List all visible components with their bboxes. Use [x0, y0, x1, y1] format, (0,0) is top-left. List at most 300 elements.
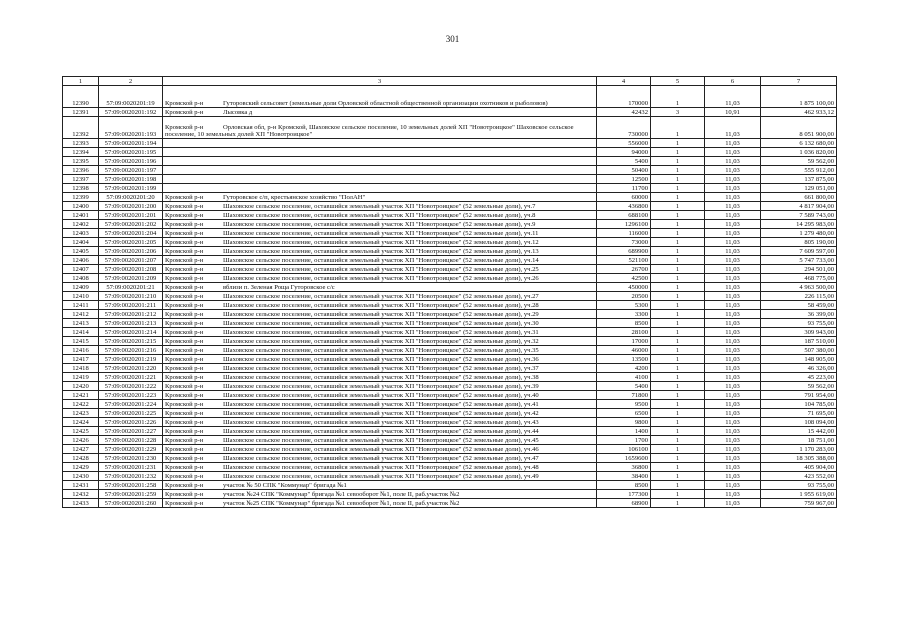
count-cell: 1: [651, 427, 705, 436]
area-cell: 28100: [597, 328, 651, 337]
area-cell: 60000: [597, 193, 651, 202]
area-cell: 13500: [597, 355, 651, 364]
value-cell: 187 510,00: [761, 337, 837, 346]
rate-cell: 11,03: [705, 418, 761, 427]
location-description: Шаховское сельское поселение, оставшийся земельный участок ХП "Новотроицкое" (52 земельные доли), уч.7: [223, 203, 536, 210]
row-number-cell: 12418: [63, 364, 99, 373]
value-cell: 791 954,00: [761, 391, 837, 400]
rate-cell: 11,03: [705, 175, 761, 184]
cadastral-number-cell: 57:09:0020201:260: [99, 499, 163, 508]
table-row: [63, 184, 837, 193]
district-label: Кромской р-н: [165, 401, 204, 408]
area-cell: 46000: [597, 346, 651, 355]
cadastral-number-cell: 57:09:0020201:202: [99, 220, 163, 229]
location-cell: [163, 256, 597, 265]
table-row: [63, 427, 837, 436]
area-cell: 689900: [597, 247, 651, 256]
table-row: [63, 292, 837, 301]
area-cell: 1400: [597, 427, 651, 436]
location-description: Шаховское сельское поселение, оставшийся земельный участок ХП "Новотроицкое" (52 земельные доли), уч.38: [223, 374, 539, 381]
row-number-cell: 12415: [63, 337, 99, 346]
count-cell: 1: [651, 148, 705, 157]
row-number-cell: 12401: [63, 211, 99, 220]
row-number-cell: 12428: [63, 454, 99, 463]
location-description: Шаховское сельское поселение, оставшийся земельный участок ХП "Новотроицкое" (52 земельные доли), уч.45: [223, 437, 539, 444]
rate-cell: 11,03: [705, 86, 761, 108]
district-label: Кромской р-н: [165, 365, 204, 372]
cadastral-number-cell: 57:09:0020201:194: [99, 139, 163, 148]
district-label: Кромской р-н: [165, 473, 204, 480]
district-label: Кромской р-н: [165, 338, 204, 345]
value-cell: 6 132 680,00: [761, 139, 837, 148]
value-cell: 4 963 500,00: [761, 283, 837, 292]
location-description: Гуторовский сельсовет (земельные доли Орловской областной общественной организации охотников и рыболовов): [223, 100, 548, 107]
location-description: Шаховское сельское поселение, оставшийся земельный участок ХП "Новотроицкое" (52 земельные доли), уч.42: [223, 410, 539, 417]
location-description: Шаховское сельское поселение, оставшийся земельный участок ХП "Новотроицкое" (52 земельные доли), уч.43: [223, 419, 539, 426]
value-cell: 36 399,00: [761, 310, 837, 319]
area-cell: 106100: [597, 445, 651, 454]
location-cell: [163, 445, 597, 454]
rate-cell: 11,03: [705, 409, 761, 418]
location-cell: [163, 490, 597, 499]
rate-cell: 11,03: [705, 301, 761, 310]
cadastral-number-cell: 57:09:0020201:20: [99, 193, 163, 202]
count-cell: 1: [651, 283, 705, 292]
location-cell: [163, 337, 597, 346]
row-number-cell: 12421: [63, 391, 99, 400]
rate-cell: 11,03: [705, 490, 761, 499]
rate-cell: 11,03: [705, 310, 761, 319]
table-row: [63, 490, 837, 499]
count-cell: 1: [651, 364, 705, 373]
value-cell: 405 904,00: [761, 463, 837, 472]
location-cell: [163, 283, 597, 292]
district-label: Кромской р-н: [165, 203, 204, 210]
count-cell: 1: [651, 418, 705, 427]
area-cell: 436800: [597, 202, 651, 211]
count-cell: 1: [651, 373, 705, 382]
cadastral-number-cell: 57:09:0020201:225: [99, 409, 163, 418]
district-label: Кромской р-н: [165, 230, 204, 237]
table-row: [63, 117, 837, 139]
rate-cell: 11,03: [705, 445, 761, 454]
cadastral-number-cell: 57:09:0020201:221: [99, 373, 163, 382]
location-cell: [163, 319, 597, 328]
location-cell: [163, 166, 597, 175]
area-cell: 1659600: [597, 454, 651, 463]
row-number-cell: 12420: [63, 382, 99, 391]
rate-cell: 11,03: [705, 319, 761, 328]
area-cell: 26700: [597, 265, 651, 274]
cadastral-number-cell: 57:09:0020201:196: [99, 157, 163, 166]
cadastral-number-cell: 57:09:0020201:200: [99, 202, 163, 211]
column-header: 2: [99, 77, 163, 86]
location-cell: [163, 391, 597, 400]
rate-cell: 11,03: [705, 346, 761, 355]
location-description: Шаховское сельское поселение, оставшийся земельный участок ХП "Новотроицкое" (52 земельные доли), уч.12: [223, 239, 539, 246]
area-cell: 11700: [597, 184, 651, 193]
rate-cell: 11,03: [705, 481, 761, 490]
count-cell: 1: [651, 184, 705, 193]
district-label: Кромской р-н: [165, 491, 204, 498]
count-cell: 1: [651, 301, 705, 310]
count-cell: 1: [651, 292, 705, 301]
location-cell: [163, 463, 597, 472]
rate-cell: 11,03: [705, 184, 761, 193]
rate-cell: 11,03: [705, 157, 761, 166]
row-number-cell: 12392: [63, 117, 99, 139]
rate-cell: 11,03: [705, 166, 761, 175]
cadastral-number-cell: 57:09:0020201:222: [99, 382, 163, 391]
rate-cell: 11,03: [705, 193, 761, 202]
rate-cell: 11,03: [705, 472, 761, 481]
cadastral-number-cell: 57:09:0020201:19: [99, 86, 163, 108]
cadastral-number-cell: 57:09:0020201:232: [99, 472, 163, 481]
location-description: Шаховское сельское поселение, оставшийся земельный участок ХП "Новотроицкое" (52 земельные доли), уч.26: [223, 275, 539, 282]
value-cell: 423 552,00: [761, 472, 837, 481]
location-cell: [163, 108, 597, 117]
location-cell: [163, 310, 597, 319]
rate-cell: 11,03: [705, 454, 761, 463]
row-number-cell: 12408: [63, 274, 99, 283]
cadastral-number-cell: 57:09:0020201:207: [99, 256, 163, 265]
location-description: участок №24 СПК "Коммунар" бригада №1 севооборот №1, поле II, раб.участок №2: [223, 491, 460, 498]
table-row: [63, 175, 837, 184]
location-description: Шаховское сельское поселение, оставшийся земельный участок ХП "Новотроицкое" (52 земельные доли), уч.25: [223, 266, 539, 273]
row-number-cell: 12398: [63, 184, 99, 193]
count-cell: 1: [651, 328, 705, 337]
count-cell: 1: [651, 193, 705, 202]
count-cell: 1: [651, 310, 705, 319]
area-cell: 5300: [597, 301, 651, 310]
area-cell: 1296100: [597, 220, 651, 229]
cadastral-number-cell: 57:09:0020201:208: [99, 265, 163, 274]
value-cell: 93 755,00: [761, 319, 837, 328]
rate-cell: 11,03: [705, 373, 761, 382]
table-row: [63, 391, 837, 400]
count-cell: 1: [651, 463, 705, 472]
count-cell: 1: [651, 166, 705, 175]
row-number-cell: 12400: [63, 202, 99, 211]
row-number-cell: 12419: [63, 373, 99, 382]
row-number-cell: 12395: [63, 157, 99, 166]
district-label: Кромской р-н: [165, 329, 204, 336]
value-cell: 14 295 983,00: [761, 220, 837, 229]
value-cell: 1 170 283,00: [761, 445, 837, 454]
area-cell: 450000: [597, 283, 651, 292]
rate-cell: 11,03: [705, 238, 761, 247]
district-label: Кромской р-н: [165, 100, 204, 107]
district-label: Кромской р-н: [165, 356, 204, 363]
value-cell: 1 955 619,00: [761, 490, 837, 499]
district-label: Кромской р-н: [165, 464, 204, 471]
cadastral-number-cell: 57:09:0020201:224: [99, 400, 163, 409]
district-label: Кромской р-н: [165, 419, 204, 426]
location-cell: [163, 175, 597, 184]
count-cell: 1: [651, 220, 705, 229]
count-cell: 1: [651, 319, 705, 328]
table-row: [63, 229, 837, 238]
column-header: 3: [163, 77, 597, 86]
cadastral-number-cell: 57:09:0020201:259: [99, 490, 163, 499]
location-description: Шаховское сельское поселение, оставшийся земельный участок ХП "Новотроицкое" (52 земельные доли), уч.14: [223, 257, 539, 264]
table-row: [63, 445, 837, 454]
row-number-cell: 12430: [63, 472, 99, 481]
table-row: [63, 108, 837, 117]
area-cell: 116000: [597, 229, 651, 238]
location-description: Орловская обл, р-н Кромской, Шаховское сельское поселение, 10 земельных долей ХП "Новотроицкое" Шаховское сельское поселение, 10 земельных долей ХП "Новотроицкое": [165, 124, 574, 138]
table-row: [63, 193, 837, 202]
count-cell: 1: [651, 445, 705, 454]
table-row: [63, 283, 837, 292]
count-cell: 1: [651, 238, 705, 247]
area-cell: 9500: [597, 400, 651, 409]
cadastral-number-cell: 57:09:0020201:192: [99, 108, 163, 117]
value-cell: 15 442,00: [761, 427, 837, 436]
count-cell: 1: [651, 202, 705, 211]
count-cell: 1: [651, 247, 705, 256]
table-row: [63, 364, 837, 373]
rate-cell: 10,91: [705, 108, 761, 117]
value-cell: 309 943,00: [761, 328, 837, 337]
table-header-row: [63, 77, 837, 86]
location-description: Шаховское сельское поселение, оставшийся земельный участок ХП "Новотроицкое" (52 земельные доли), уч.13: [223, 248, 539, 255]
area-cell: 68900: [597, 499, 651, 508]
district-label: Кромской р-н: [165, 302, 204, 309]
table-row: [63, 166, 837, 175]
location-description: Гуторовское с/п, крестьянское хозяйство "ПолАН": [223, 194, 366, 201]
page-number: 301: [445, 34, 460, 44]
area-cell: 5400: [597, 157, 651, 166]
location-cell: [163, 454, 597, 463]
cadastral-number-cell: 57:09:0020201:204: [99, 229, 163, 238]
value-cell: 93 755,00: [761, 481, 837, 490]
value-cell: 507 380,00: [761, 346, 837, 355]
cadastral-number-cell: 57:09:0020201:223: [99, 391, 163, 400]
value-cell: 46 326,00: [761, 364, 837, 373]
land-valuation-table: [62, 76, 837, 508]
count-cell: 1: [651, 391, 705, 400]
table-row: [63, 148, 837, 157]
row-number-cell: 12429: [63, 463, 99, 472]
count-cell: 1: [651, 157, 705, 166]
column-header: 5: [651, 77, 705, 86]
location-cell: [163, 184, 597, 193]
rate-cell: 11,03: [705, 292, 761, 301]
table-row: [63, 499, 837, 508]
row-number-cell: 12391: [63, 108, 99, 117]
location-cell: [163, 364, 597, 373]
area-cell: 3300: [597, 310, 651, 319]
table-row: [63, 274, 837, 283]
rate-cell: 11,03: [705, 220, 761, 229]
cadastral-number-cell: 57:09:0020201:198: [99, 175, 163, 184]
value-cell: 1 036 820,00: [761, 148, 837, 157]
count-cell: 1: [651, 400, 705, 409]
row-number-cell: 12416: [63, 346, 99, 355]
area-cell: 4100: [597, 373, 651, 382]
row-number-cell: 12431: [63, 481, 99, 490]
area-cell: 5400: [597, 382, 651, 391]
table-row: [63, 382, 837, 391]
district-label: Кромской р-н: [165, 455, 204, 462]
row-number-cell: 12432: [63, 490, 99, 499]
location-description: Шаховское сельское поселение, оставшийся земельный участок ХП "Новотроицкое" (52 земельные доли), уч.47: [223, 455, 539, 462]
location-cell: [163, 382, 597, 391]
rate-cell: 11,03: [705, 382, 761, 391]
row-number-cell: 12405: [63, 247, 99, 256]
district-label: Кромской р-н: [165, 293, 204, 300]
area-cell: 42432: [597, 108, 651, 117]
value-cell: 148 905,00: [761, 355, 837, 364]
table-row: [63, 400, 837, 409]
location-description: Шаховское сельское поселение, оставшийся земельный участок ХП "Новотроицкое" (52 земельные доли), уч.49: [223, 473, 539, 480]
cadastral-number-cell: 57:09:0020201:227: [99, 427, 163, 436]
rate-cell: 11,03: [705, 229, 761, 238]
area-cell: 42500: [597, 274, 651, 283]
cadastral-number-cell: 57:09:0020201:195: [99, 148, 163, 157]
location-description: участок № 50 СПК "Коммунар" бригада №1: [223, 482, 347, 489]
row-number-cell: 12423: [63, 409, 99, 418]
location-cell: [163, 274, 597, 283]
district-label: Кромской р-н: [165, 109, 204, 116]
location-description: Шаховское сельское поселение, оставшийся земельный участок ХП "Новотроицкое" (52 земельные доли), уч.28: [223, 302, 539, 309]
cadastral-number-cell: 57:09:0020201:226: [99, 418, 163, 427]
rate-cell: 11,03: [705, 211, 761, 220]
row-number-cell: 12403: [63, 229, 99, 238]
cadastral-number-cell: 57:09:0020201:210: [99, 292, 163, 301]
area-cell: 730000: [597, 117, 651, 139]
table-row: [63, 238, 837, 247]
location-cell: [163, 301, 597, 310]
location-cell: [163, 418, 597, 427]
row-number-cell: 12410: [63, 292, 99, 301]
column-header: 1: [63, 77, 99, 86]
row-number-cell: 12390: [63, 86, 99, 108]
count-cell: 1: [651, 229, 705, 238]
district-label: Кромской р-н: [165, 194, 204, 201]
location-description: Шаховское сельское поселение, оставшийся земельный участок ХП "Новотроицкое" (52 земельные доли), уч.36: [223, 356, 539, 363]
row-number-cell: 12407: [63, 265, 99, 274]
count-cell: 1: [651, 454, 705, 463]
district-label: Кромской р-н: [165, 239, 204, 246]
area-cell: 9800: [597, 418, 651, 427]
area-cell: 12500: [597, 175, 651, 184]
table-row: [63, 319, 837, 328]
value-cell: 137 875,00: [761, 175, 837, 184]
district-label: Кромской р-н: [165, 248, 204, 255]
row-number-cell: 12394: [63, 148, 99, 157]
location-description: Шаховское сельское поселение, оставшийся земельный участок ХП "Новотроицкое" (52 земельные доли), уч.32: [223, 338, 539, 345]
table-row: [63, 256, 837, 265]
cadastral-number-cell: 57:09:0020201:219: [99, 355, 163, 364]
location-cell: [163, 292, 597, 301]
row-number-cell: 12412: [63, 310, 99, 319]
location-description: вблизи п. Зеленая Роща Гуторовское с/с: [223, 284, 335, 291]
row-number-cell: 12425: [63, 427, 99, 436]
location-cell: [163, 427, 597, 436]
row-number-cell: 12396: [63, 166, 99, 175]
rate-cell: 11,03: [705, 400, 761, 409]
value-cell: 5 747 733,00: [761, 256, 837, 265]
rate-cell: 11,03: [705, 274, 761, 283]
table-row: [63, 211, 837, 220]
count-cell: 1: [651, 499, 705, 508]
district-label: Кромской р-н: [165, 284, 204, 291]
cadastral-number-cell: 57:09:0020201:220: [99, 364, 163, 373]
cadastral-number-cell: 57:09:0020201:201: [99, 211, 163, 220]
rate-cell: 11,03: [705, 355, 761, 364]
value-cell: 805 190,00: [761, 238, 837, 247]
table-row: [63, 472, 837, 481]
area-cell: 688100: [597, 211, 651, 220]
location-description: Шаховское сельское поселение, оставшийся земельный участок ХП "Новотроицкое" (52 земельные доли), уч.9: [223, 221, 536, 228]
table-row: [63, 202, 837, 211]
table-row: [63, 373, 837, 382]
value-cell: 59 562,00: [761, 382, 837, 391]
count-cell: 1: [651, 337, 705, 346]
rate-cell: 11,03: [705, 117, 761, 139]
row-number-cell: 12413: [63, 319, 99, 328]
table-row: [63, 418, 837, 427]
district-label: Кромской р-н: [165, 212, 204, 219]
count-cell: 1: [651, 382, 705, 391]
rate-cell: 11,03: [705, 391, 761, 400]
table-row: [63, 220, 837, 229]
location-description: Шаховское сельское поселение, оставшийся земельный участок ХП "Новотроицкое" (52 земельные доли), уч.35: [223, 347, 539, 354]
district-label: Кромской р-н: [165, 374, 204, 381]
rate-cell: 11,03: [705, 364, 761, 373]
location-cell: [163, 238, 597, 247]
location-cell: [163, 355, 597, 364]
value-cell: 4 817 904,00: [761, 202, 837, 211]
location-description: Шаховское сельское поселение, оставшийся земельный участок ХП "Новотроицкое" (52 земельные доли), уч.44: [223, 428, 539, 435]
row-number-cell: 12422: [63, 400, 99, 409]
row-number-cell: 12426: [63, 436, 99, 445]
district-label: Кромской р-н: [165, 221, 204, 228]
table-row: [63, 346, 837, 355]
count-cell: 1: [651, 409, 705, 418]
rate-cell: 11,03: [705, 139, 761, 148]
district-label: Кромской р-н: [165, 437, 204, 444]
location-description: Шаховское сельское поселение, оставшийся земельный участок ХП "Новотроицкое" (52 земельные доли), уч.48: [223, 464, 539, 471]
rate-cell: 11,03: [705, 256, 761, 265]
value-cell: 1 279 480,00: [761, 229, 837, 238]
location-description: Шаховское сельское поселение, оставшийся земельный участок ХП "Новотроицкое" (52 земельные доли), уч.11: [223, 230, 539, 237]
district-label: Кромской р-н: [165, 383, 204, 390]
row-number-cell: 12393: [63, 139, 99, 148]
rate-cell: 11,03: [705, 283, 761, 292]
location-cell: [163, 220, 597, 229]
count-cell: 1: [651, 139, 705, 148]
cadastral-number-cell: 57:09:0020201:258: [99, 481, 163, 490]
row-number-cell: 12414: [63, 328, 99, 337]
district-label: Кромской р-н: [165, 275, 204, 282]
area-cell: 17000: [597, 337, 651, 346]
district-label: Кромской р-н: [165, 482, 204, 489]
value-cell: 8 051 900,00: [761, 117, 837, 139]
cadastral-number-cell: 57:09:0020201:229: [99, 445, 163, 454]
area-cell: 556000: [597, 139, 651, 148]
row-number-cell: 12404: [63, 238, 99, 247]
cadastral-number-cell: 57:09:0020201:231: [99, 463, 163, 472]
rate-cell: 11,03: [705, 436, 761, 445]
value-cell: 462 933,12: [761, 108, 837, 117]
count-cell: 1: [651, 211, 705, 220]
cadastral-number-cell: 57:09:0020201:230: [99, 454, 163, 463]
area-cell: 71800: [597, 391, 651, 400]
value-cell: 108 094,00: [761, 418, 837, 427]
